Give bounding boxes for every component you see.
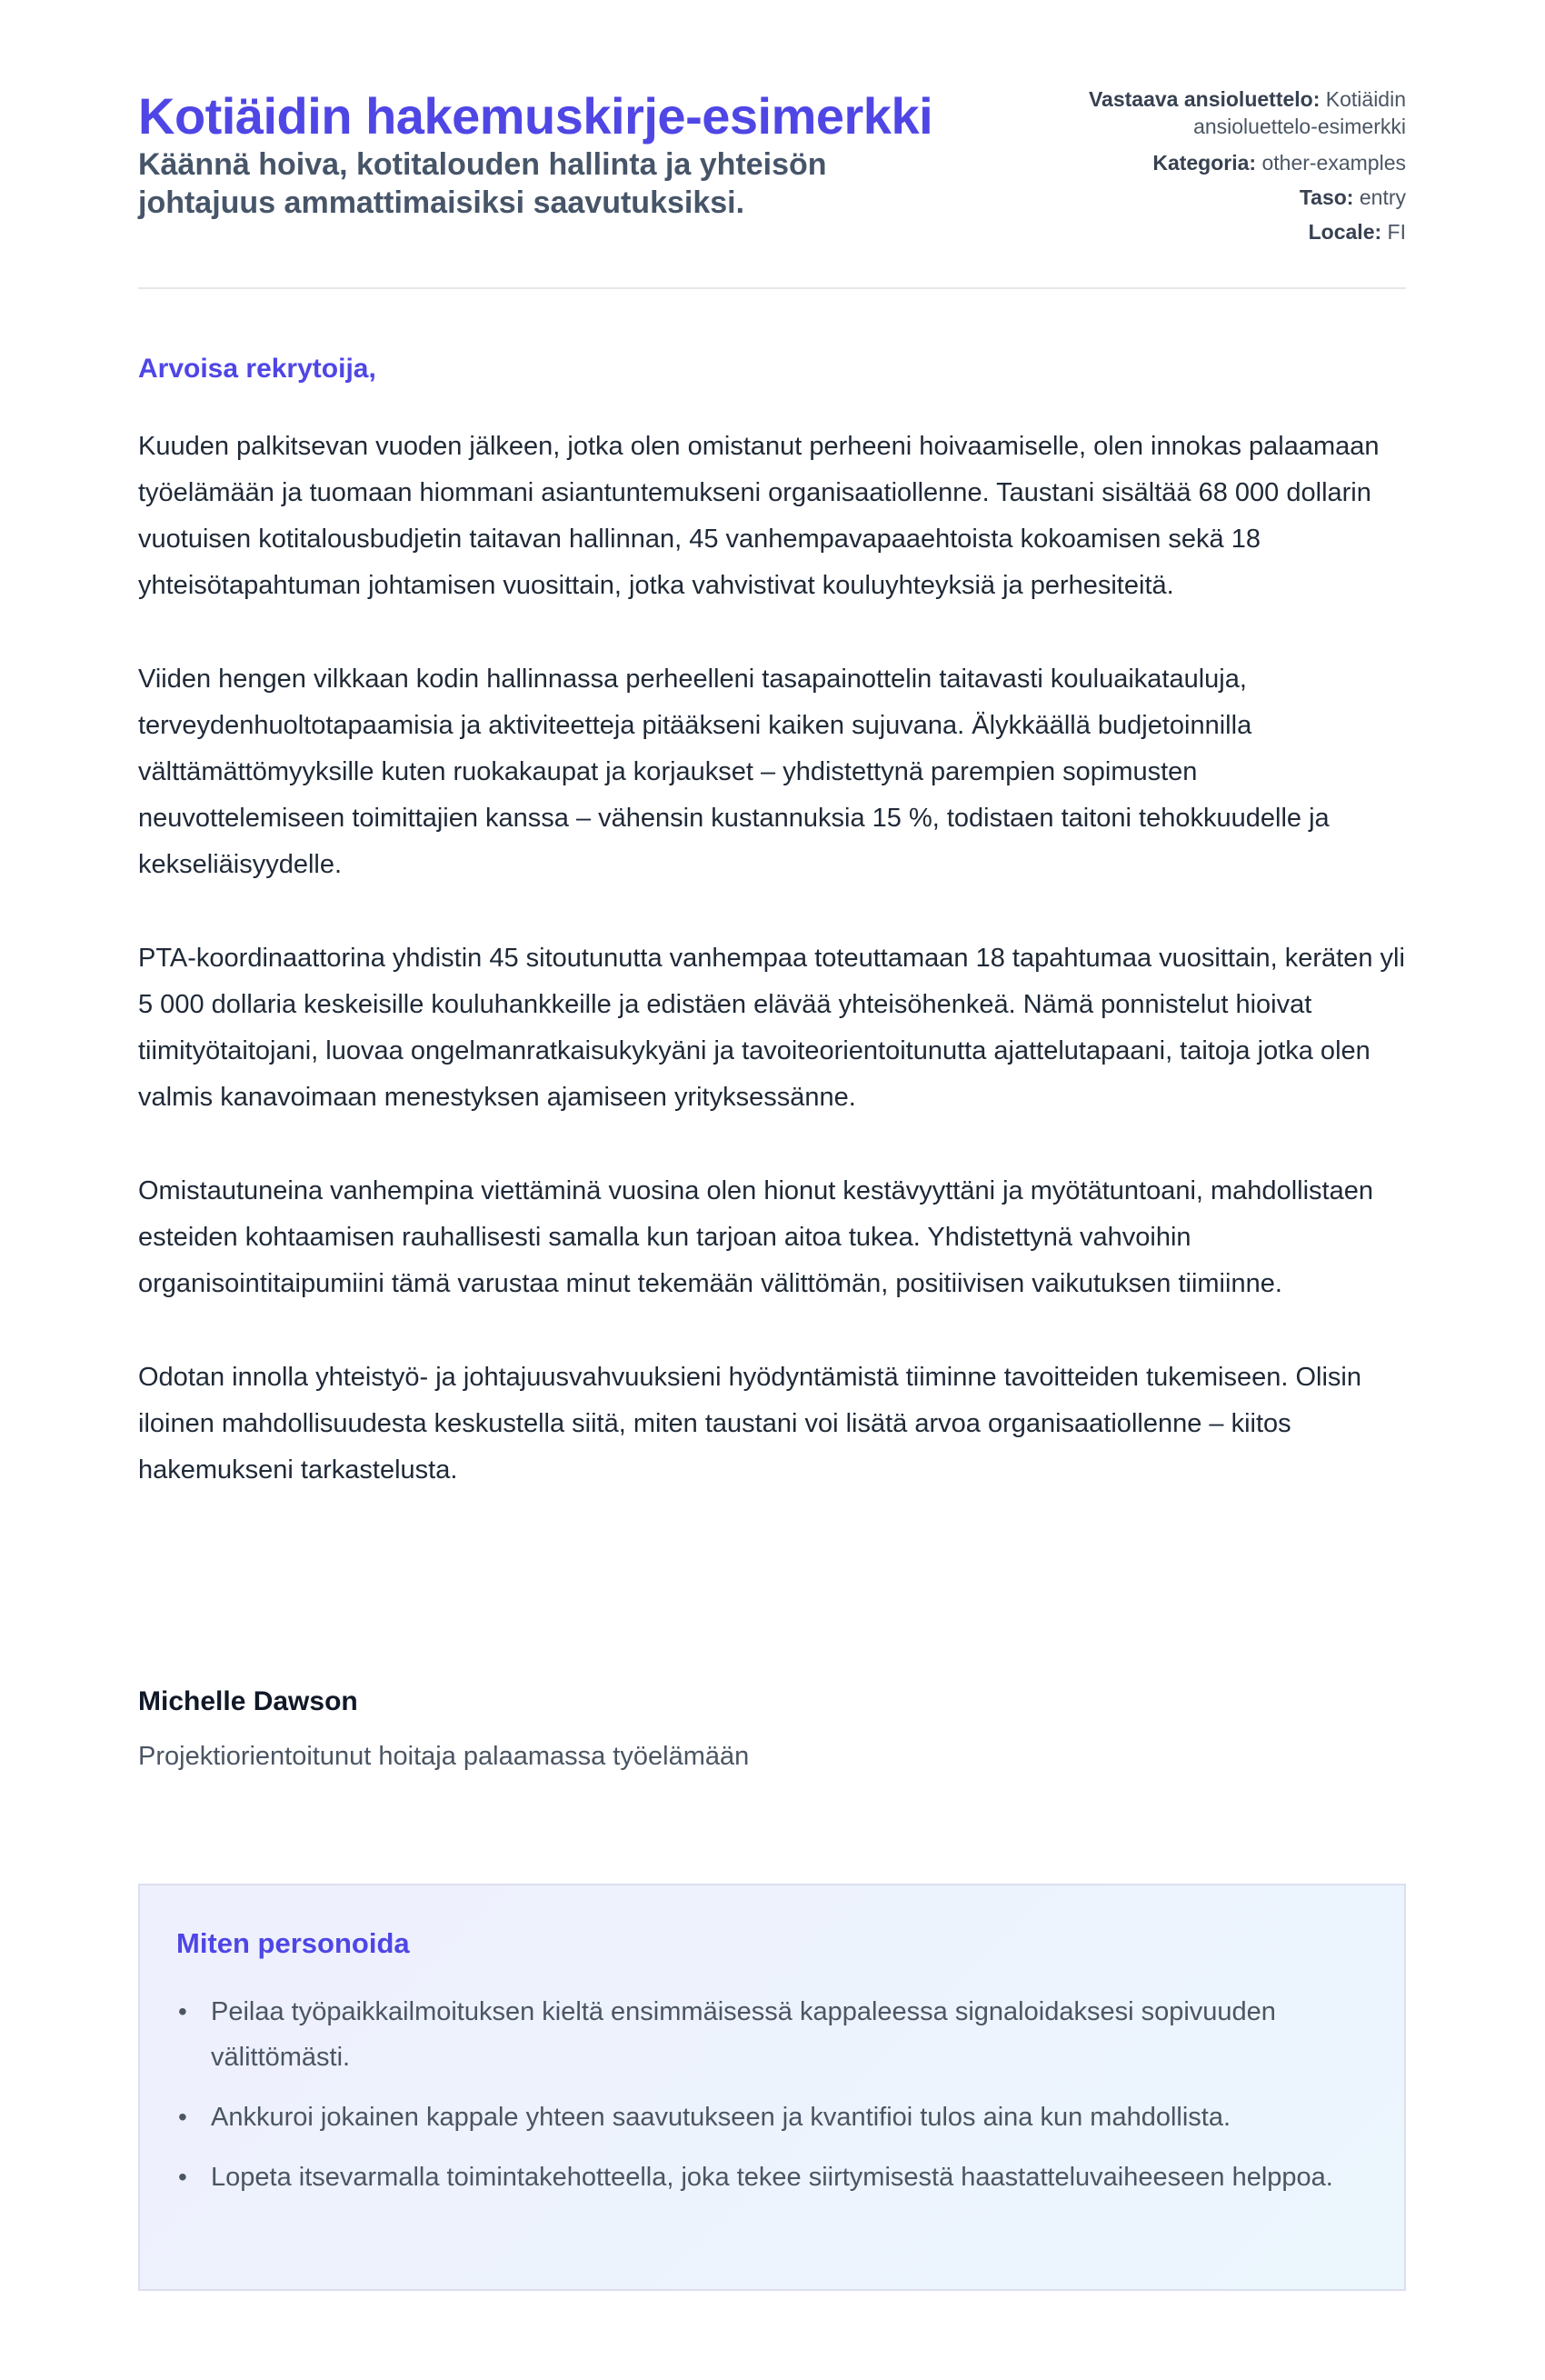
tip-text: Ankkuroi jokainen kappale yhteen saavutukseen ja kvantifioi tulos aina kun mahdollista. xyxy=(211,2103,1231,2132)
tip-item xyxy=(176,2155,1367,2200)
meta-value-category: other-examples xyxy=(1261,151,1406,175)
meta-level xyxy=(988,182,1406,213)
signature-title: Projektiorientoitunut hoitaja palaamassa työelämään xyxy=(138,1742,750,1771)
meta-related-resume xyxy=(988,85,1406,140)
letter-paragraph-5: Odotan innolla yhteistyö- ja johtajuusvahvuuksieni hyödyntämistä tiiminne tavoitteiden tukemiseen. Olisin iloinen mahdollisuudesta keskustella siitä, miten taustani voi lisätä arvoa organisaatiollenne – kiitos hakemukseni tarkastelusta. xyxy=(138,1363,1362,1485)
tips-title: Miten personoida xyxy=(176,1927,410,1959)
page-subtitle: Käännä hoiva, kotitalouden hallinta ja yhteisön johtajuus ammattimaisiksi saavutuksiksi. xyxy=(138,147,827,220)
tips-list xyxy=(176,1989,1368,2200)
signature-name: Michelle Dawson xyxy=(138,1686,358,1716)
tip-item xyxy=(176,2095,1367,2140)
meta-locale xyxy=(988,216,1406,247)
meta-value-level: entry xyxy=(1359,185,1406,209)
meta-label: Vastaava ansioluettelo: xyxy=(1088,87,1321,111)
letter-signature xyxy=(138,1684,749,1775)
page-header xyxy=(138,0,1406,289)
cover-letter-page xyxy=(138,0,1406,2192)
letter-salutation: Arvoisa rekrytoija, xyxy=(138,354,376,384)
meta-category xyxy=(988,147,1406,178)
letter-paragraph-4: Omistautuneina vanhempina viettäminä vuosina olen hionut kestävyyttäni ja myötätuntoani, mahdollistaen esteiden kohtaamisen rauhallisesti samalla kun tarjoan aitoa tukea. Yhdistettynä vahvoihin organisointitaipumiini tämä varustaa minut tekemään välittömän, positiivisen vaikutuksen tiimiinne. xyxy=(138,1176,1373,1298)
page-title: Kotiäidin hakemuskirje-esimerkki xyxy=(138,87,933,145)
bullet-icon: • xyxy=(178,2163,187,2191)
meta-label: Taso: xyxy=(1299,185,1354,209)
letter-body xyxy=(138,424,1406,1541)
bullet-icon: • xyxy=(178,1997,187,2025)
tip-text: Peilaa työpaikkailmoituksen kieltä ensimmäisessä kappaleessa signaloidaksesi sopivuuden välittömästi. xyxy=(211,1997,1276,2072)
personalization-tips-box xyxy=(138,1884,1406,2291)
letter-paragraph-1: Kuuden palkitsevan vuoden jälkeen, jotka olen omistanut perheeni hoivaamiselle, olen innokas palaamaan työelämään ja tuomaan hiommani asiantuntemukseni organisaatiollenne. Taustani sisältää 68 000 dollarin vuotuisen kotitalousbudjetin taitavan hallinnan, 45 vanhempavapaaehtoista kokoamisen sekä 18 yhteisötapahtuman johtamisen vuosittain, jotka vahvistivat kouluyhteyksiä ja perhesiteitä. xyxy=(138,432,1380,600)
tip-item xyxy=(176,1989,1367,2080)
meta-label: Locale: xyxy=(1308,220,1382,244)
metadata-panel xyxy=(988,85,1406,251)
bullet-icon: • xyxy=(178,2103,187,2131)
letter-paragraph-2: Viiden hengen vilkkaan kodin hallinnassa perheelleni tasapainottelin taitavasti kouluaikatauluja, terveydenhuoltotapaamisia ja aktiviteetteja pitääkseni kaiken sujuvana. Älykkäällä budjetoinnilla välttämättömyyksille kuten ruokakaupat ja korjaukset – yhdistettynä parempien sopimusten neuvottelemiseen toimittajien kanssa – vähensin kustannuksia 15 %, todistaen taitoni tehokkuudelle ja kekseliäisyydelle. xyxy=(138,665,1330,879)
letter-paragraph-3: PTA-koordinaattorina yhdistin 45 sitoutunutta vanhempaa toteuttamaan 18 tapahtumaa vuosittain, keräten yli 5 000 dollaria keskeisille kouluhankkeille ja edistäen elävää yhteisöhenkeä. Nämä ponnistelut hioivat tiimityötaitojani, luovaa ongelmanratkaisukykyäni ja tavoiteorientoitunutta ajattelutapaani, taitoja jotka olen valmis kanavoimaan menestyksen ajamiseen yrityksessänne. xyxy=(138,944,1405,1112)
meta-label: Kategoria: xyxy=(1152,151,1257,175)
meta-value-locale: FI xyxy=(1387,220,1406,244)
meta-value-related-resume: Kotiäidin ansioluettelo-esimerkki xyxy=(1193,87,1406,138)
tip-text: Lopeta itsevarmalla toimintakehotteella, joka tekee siirtymisestä haastatteluvaiheeseen helppoa. xyxy=(211,2163,1333,2192)
